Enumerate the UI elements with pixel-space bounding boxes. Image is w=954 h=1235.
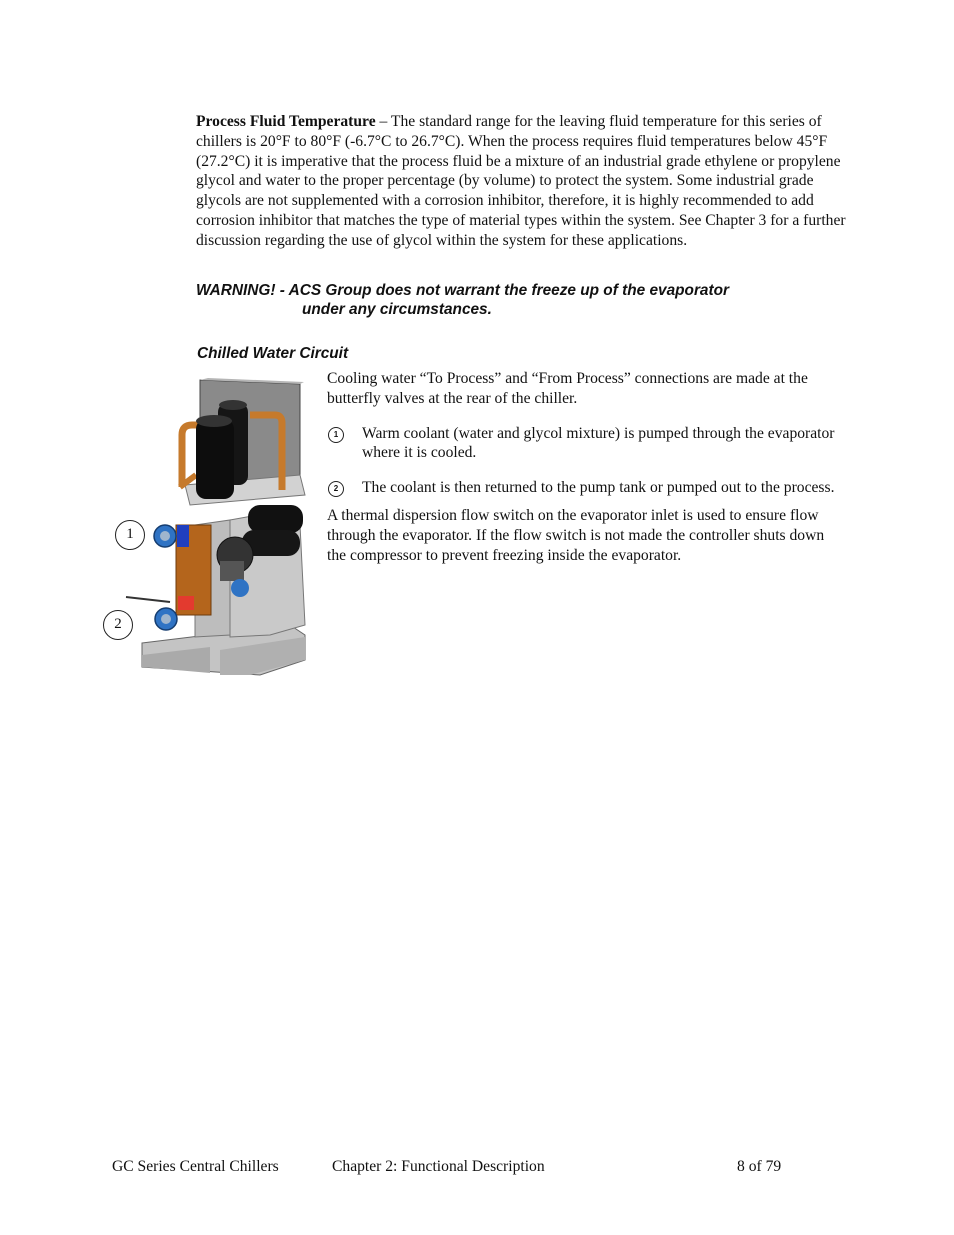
item-text-1: Warm coolant (water and glycol mixture) is pumped through the evaporator where it is cooled.	[362, 424, 835, 462]
callout-2: 2	[103, 610, 133, 640]
warning-notice	[196, 281, 846, 319]
item-number-1: 1	[328, 427, 344, 443]
list-item	[327, 478, 842, 498]
intro-paragraph	[196, 112, 846, 251]
callout-1: 1	[115, 520, 145, 550]
footer-page-number: 8 of 79	[737, 1158, 782, 1175]
chilled-water-description	[327, 369, 842, 565]
intro-term: Process Fluid Temperature	[196, 113, 376, 130]
warning-line-2: under any circumstances.	[302, 301, 492, 318]
section-heading: Chilled Water Circuit	[197, 345, 349, 362]
footer-doc-title: GC Series Central Chillers	[112, 1158, 279, 1175]
item-number-2: 2	[328, 481, 344, 497]
connections-paragraph: Cooling water “To Process” and “From Process” connections are made at the butterfly valves at the rear of the chiller.	[327, 370, 808, 407]
chiller-figure	[100, 375, 312, 680]
list-item	[327, 424, 842, 464]
warning-line-1: WARNING! - ACS Group does not warrant the freeze up of the evaporator	[196, 282, 730, 299]
intro-text: – The standard range for the leaving fluid temperature for this series of chillers is 20°F to 80°F (-6.7°C to 26.7°C). When the process requires fluid temperatures below 45°F (27.2°C) it is imperative that the process fluid be a mixture of an industrial grade ethylene or propylene glycol and water to the proper percentage (by volume) to protect the system. Some industrial grade glycols are not supplemented with a corrosion inhibitor, therefore, it is highly recommended to add corrosion inhibitor that matches the type of material types within the system. See Chapter 3 for a further discussion regarding the use of glycol within the system for these applications.	[196, 113, 846, 249]
footer-chapter: Chapter 2: Functional Description	[332, 1158, 545, 1175]
item-text-2: The coolant is then returned to the pump tank or pumped out to the process.	[362, 479, 835, 497]
flow-switch-paragraph: A thermal dispersion flow switch on the evaporator inlet is used to ensure flow through the evaporator. If the flow switch is not made the controller shuts down the compressor to prevent freezing inside the evaporator.	[327, 506, 825, 564]
